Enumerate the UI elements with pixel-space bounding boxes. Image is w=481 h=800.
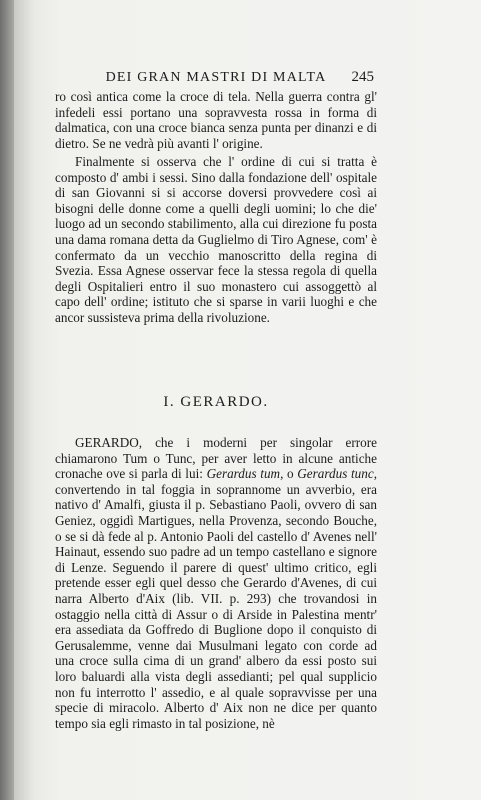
italic-phrase: Gerardus tunc (297, 466, 374, 482)
section-heading: I. GERARDO. (163, 394, 269, 410)
text-run: GERARDO, che i moderni per singolar errore chiamarono Tum o Tunc, per aver letto in alcune antiche cronache ove si parla di lui: (55, 435, 377, 482)
paragraph-gerardo (55, 435, 377, 731)
paragraph-text: ro così antica come la croce di tela. Nella guerra contra gl' infedeli essi portano una sopravvesta rossa in forma di dalmatica, con una croce bianca senza punta per dinanzi e di dietro. Se ne vedrà più avanti l' origine. (55, 89, 377, 151)
paragraph-continuation (55, 89, 377, 151)
italic-phrase: Gerardus tum (206, 466, 281, 482)
paragraph-text (55, 435, 377, 731)
paragraph-text: Finalmente si osserva che l' ordine di cui si tratta è composto d' ambi i sessi. Sino dalla fondazione dell' ospitale di san Giovanni si si accorse doversi provvedere così ai bisogni delle donne come a quelli degli uomini; lo che die' luogo ad un secondo stabilimento, alla cui direzione fu posta una dama romana detta da Guglielmo di Tiro Agnese, com' è confermato da un vecchio manoscritto della regina di Svezia. Essa Agnese osservar fece la stessa regola di quella degli Ospitalieri entro il suo monastero cui assoggettò al capo dell' ordine; istituto che si sparse in varii luoghi e che ancor sussisteva prima della rivoluzione. (55, 154, 377, 325)
paragraph-finalmente (55, 154, 377, 326)
book-spine-shadow (0, 0, 14, 800)
running-head: DEI GRAN MASTRI DI MALTA (105, 70, 327, 85)
text-run: , o (280, 466, 298, 482)
text-run: , convertendo in tal foggia in soprannome un avverbio, era nativo d' Amalfi, giusta il p. Sebastiano Paoli, ovvero di san Geniez, oggidì Martigues, nella Provenza, secondo Bouche, o se si dà fede al p. Antonio Paoli del castello d' Avenes nell' Hainaut, essendo suo padre ad un tempo castellano e signore di Lenze. Seguendo il parere di quest' ultimo critico, egli pretende esser egli quel desso che Gerardo d'Avenes, di cui narra Alberto d'Aix (lib. VII. p. 293) che trovandosi in ostaggio nella città di Assur o di Arside in Palestina mentr' era assediata da Goffredo di Buglione dopo il conquisto di Gerusalemme, venne dai Musulmani legato con corde ad una croce sulla cima di un grand' albero da essi posto sui loro baluardi alla vista degli assedianti; pel qual supplicio non fu interrotto l' assedio, e al quale sopravvisse per una specie di miracolo. Alberto d' Aix non ne dice per quanto tempo sia egli rimasto in tal posizione, nè (55, 466, 378, 731)
page-number: 245 (351, 69, 374, 85)
